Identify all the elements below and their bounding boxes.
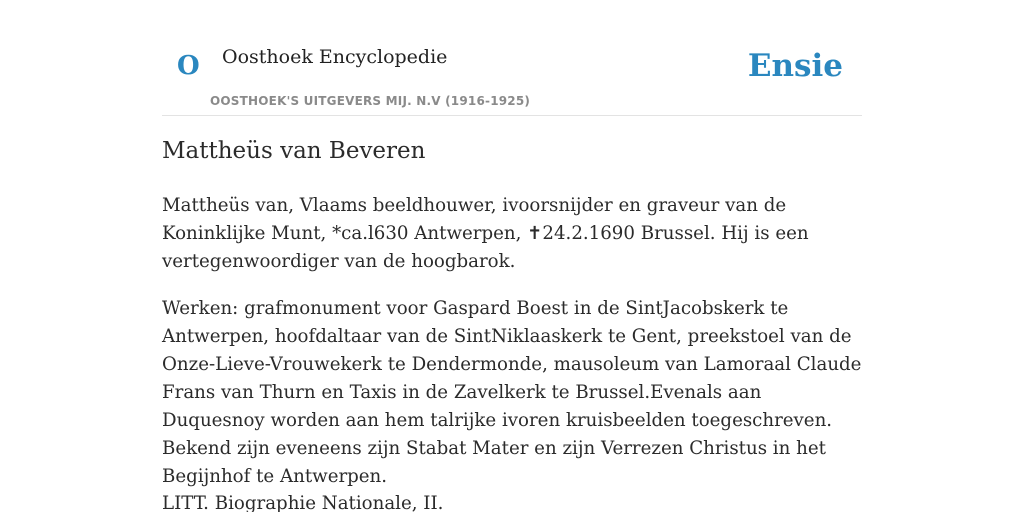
encyclopedia-logo-icon[interactable]: O	[177, 51, 200, 81]
encyclopedia-title[interactable]: Oosthoek Encyclopedie	[222, 46, 448, 68]
article-paragraph-intro: Mattheüs van, Vlaams beeldhouwer, ivoorsnijder en graveur van de Koninklijke Munt, *ca.l630 Antwerpen, ✝24.2.1690 Brussel. Hij is een vertegenwoordiger van de hoogbarok.	[162, 195, 809, 272]
article-paragraph-works: Werken: grafmonument voor Gaspard Boest in de SintJacobskerk te Antwerpen, hoofdaltaar van de SintNiklaaskerk te Gent, preekstoel van de Onze-Lieve-Vrouwekerk te Dendermonde, mausoleum van Lamoraal Claude Frans van Thurn en Taxis in de Zavelkerk te Brussel.Evenals aan Duquesnoy worden aan hem talrijke ivoren kruisbeelden toegeschreven. Bekend zijn eveneens zijn Stabat Mater en zijn Verrezen Christus in het Begijnhof te Antwerpen.	[162, 298, 862, 487]
article-paragraph-literature: LITT. Biographie Nationale, II.	[162, 493, 444, 512]
publisher-subtitle: OOSTHOEK'S UITGEVERS MIJ. N.V (1916-1925)	[210, 94, 531, 108]
article-title: Mattheüs van Beveren	[162, 138, 426, 164]
page-container	[162, 0, 862, 512]
ensie-brand-logo[interactable]: Ensie	[747, 48, 843, 84]
site-header	[162, 0, 862, 116]
